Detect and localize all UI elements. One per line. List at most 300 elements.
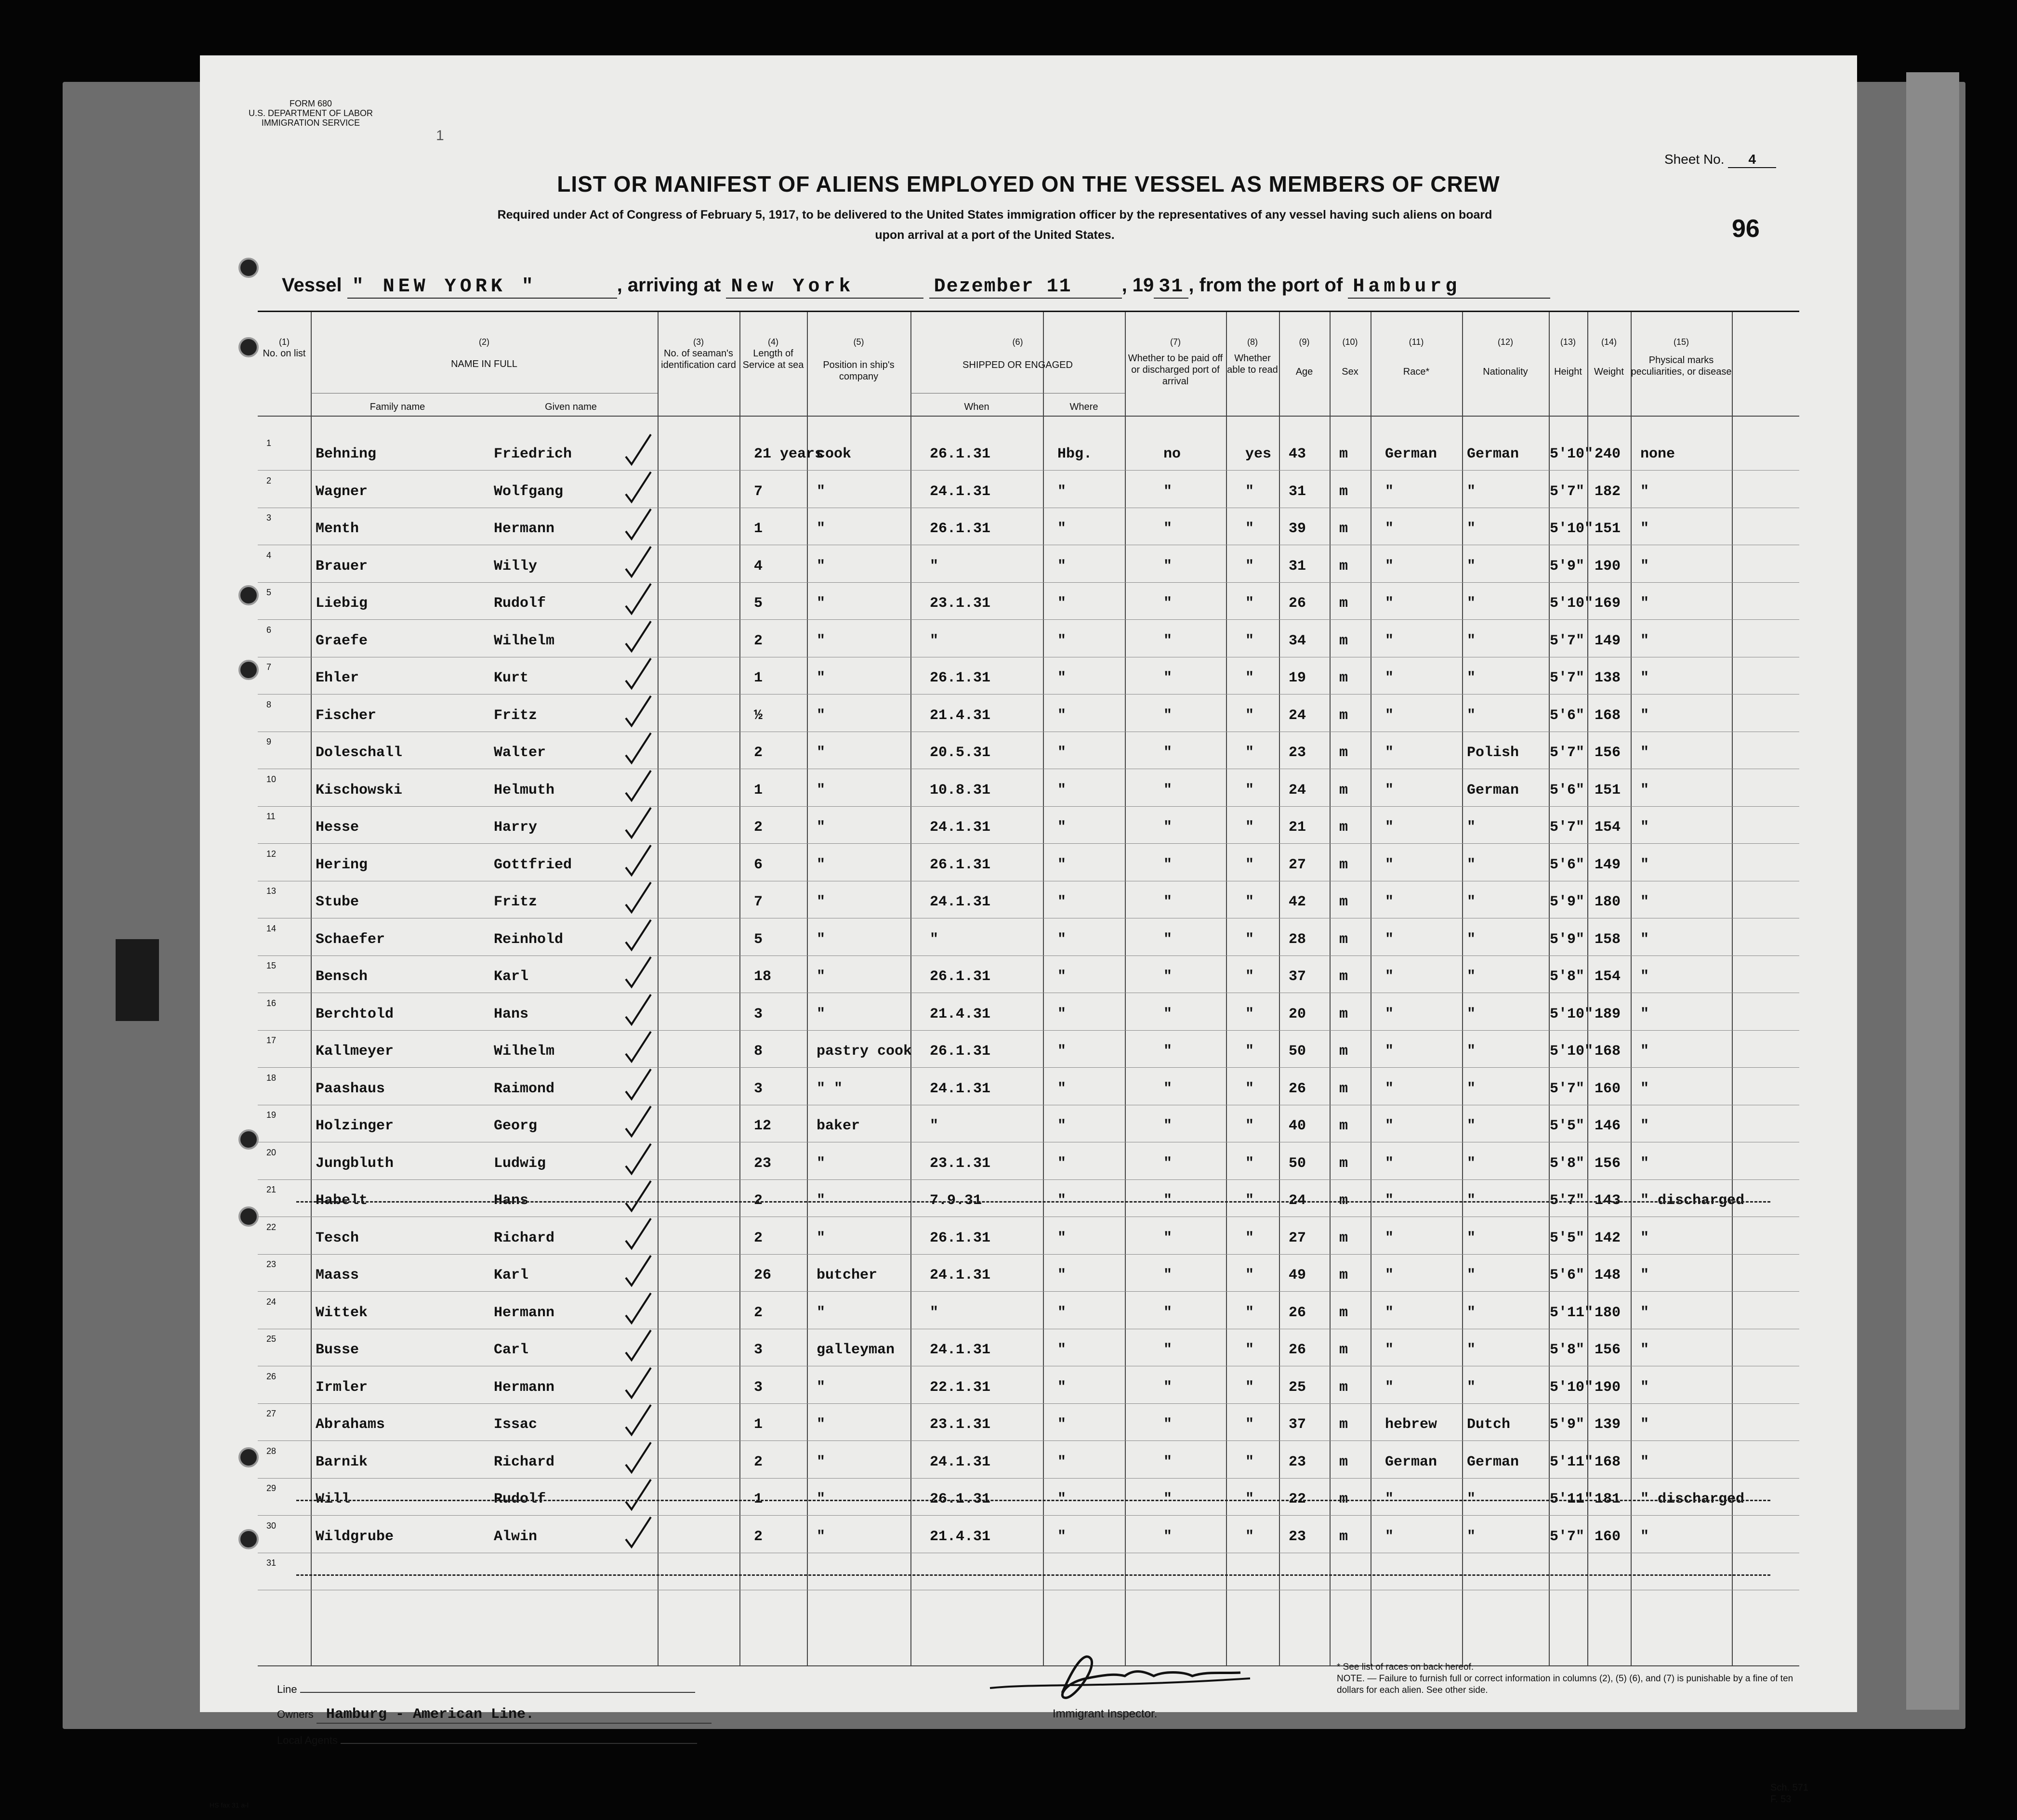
sex: m [1339, 1192, 1348, 1209]
col-head-7 [1125, 336, 1226, 387]
able-to-read: " [1245, 1155, 1254, 1172]
table-row [258, 806, 1799, 843]
sch-number: Sch. 571 [1770, 1782, 1808, 1793]
hs-mark: HS fax 31 a-l [210, 1801, 249, 1809]
paid-off: " [1163, 1080, 1173, 1097]
check-mark-icon [624, 955, 653, 989]
row-number: 14 [266, 923, 277, 933]
paid-off: " [1163, 521, 1173, 537]
col-head-4 [739, 336, 807, 371]
sheet-number [1664, 152, 1776, 168]
shipped-where: " [1057, 707, 1067, 724]
height: 5'8" [1550, 1155, 1585, 1172]
physical-marks: " [1640, 894, 1649, 910]
age: 37 [1289, 1416, 1306, 1433]
shipped-when: 10.8.31 [930, 782, 991, 799]
age: 50 [1289, 1043, 1306, 1060]
table-row [258, 769, 1799, 806]
check-mark-icon [624, 432, 653, 466]
age: 26 [1289, 1304, 1306, 1321]
service-length: 18 [754, 969, 772, 985]
sex: m [1339, 1379, 1348, 1396]
sex: m [1339, 1230, 1348, 1246]
shipped-where: " [1057, 595, 1067, 612]
family-name: Wittek [316, 1304, 368, 1321]
shipped-when: 26.1.31 [930, 1043, 991, 1060]
sex: m [1339, 670, 1348, 686]
able-to-read: " [1245, 1080, 1254, 1097]
given-name: Karl [494, 969, 529, 985]
col-number: (2) [479, 337, 489, 347]
port-of-departure: Hamburg [1348, 276, 1550, 299]
service-length: 5 [754, 595, 763, 612]
service-length: 2 [754, 1230, 763, 1246]
position: cook [817, 446, 852, 462]
table-row [258, 470, 1799, 508]
row-number: 24 [266, 1296, 277, 1307]
race: " [1385, 856, 1394, 873]
height: 5'10" [1550, 446, 1594, 462]
able-to-read: yes [1245, 446, 1272, 462]
paid-off: " [1163, 745, 1173, 761]
given-name: Rudolf [494, 595, 546, 612]
owners-label: Owners [277, 1708, 314, 1720]
inspector-label: Immigrant Inspector. [1053, 1707, 1158, 1720]
nationality: " [1467, 558, 1476, 575]
check-mark-icon [624, 507, 653, 541]
race: " [1385, 782, 1394, 799]
col-label: Height [1554, 367, 1582, 377]
family-name: Abrahams [316, 1416, 385, 1433]
stamped-number: 96 [1732, 215, 1760, 243]
race: " [1385, 483, 1394, 500]
race: " [1385, 894, 1394, 910]
family-name: Habelt [316, 1192, 368, 1209]
nationality: " [1467, 1230, 1476, 1246]
given-name: Willy [494, 558, 538, 575]
position: baker [817, 1118, 860, 1134]
service-length: 2 [754, 745, 763, 761]
position: " [817, 1155, 826, 1172]
age: 24 [1289, 782, 1306, 799]
position: " [817, 1192, 826, 1209]
col-label: Age [1295, 367, 1313, 377]
age: 50 [1289, 1155, 1306, 1172]
height: 5'8" [1550, 1342, 1585, 1358]
given-name: Georg [494, 1118, 538, 1134]
weight: 149 [1595, 632, 1621, 649]
position: " [817, 931, 826, 948]
paid-off: " [1163, 1528, 1173, 1545]
row-number: 28 [266, 1446, 277, 1456]
shipped-when: 26.1.31 [930, 969, 991, 985]
check-mark-icon [624, 1403, 653, 1437]
sex: m [1339, 931, 1348, 948]
table-row [258, 507, 1799, 545]
port-of-arrival: New York [726, 276, 923, 299]
age: 42 [1289, 894, 1306, 910]
family-name: Schaefer [316, 931, 385, 948]
height: 5'11" [1550, 1491, 1594, 1507]
height: 5'6" [1550, 1267, 1585, 1283]
table-row [258, 1217, 1799, 1254]
service-length: 1 [754, 521, 763, 537]
binder-hole [238, 585, 259, 605]
race: " [1385, 1379, 1394, 1396]
inspector-signature [980, 1650, 1269, 1702]
age: 19 [1289, 670, 1306, 686]
check-mark-icon [624, 694, 653, 728]
shipped-where: " [1057, 1080, 1067, 1097]
shipped-when: 26.1.31 [930, 521, 991, 537]
row-number: 25 [266, 1334, 277, 1344]
service-length: 2 [754, 1453, 763, 1470]
col-number: (15) [1673, 337, 1689, 347]
vessel-label: Vessel [282, 275, 342, 296]
given-name: Hans [494, 1006, 529, 1022]
age: 22 [1289, 1491, 1306, 1507]
weight: 149 [1595, 856, 1621, 873]
shipped-where: " [1057, 1192, 1067, 1209]
row-number: 7 [266, 662, 272, 672]
race: " [1385, 670, 1394, 686]
given-name: Alwin [494, 1528, 538, 1545]
paid-off: " [1163, 1192, 1173, 1209]
shipped-when: 24.1.31 [930, 819, 991, 836]
binder-hole [238, 1129, 259, 1150]
height: 5'6" [1550, 856, 1585, 873]
race: " [1385, 1192, 1394, 1209]
shipped-where: " [1057, 1304, 1067, 1321]
col-label: Position in ship's company [823, 360, 895, 382]
col-label: Length of Service at sea [742, 348, 804, 370]
table-row [258, 582, 1799, 619]
weight: 156 [1595, 1342, 1621, 1358]
family-name: Will [316, 1491, 351, 1507]
shipped-where: " [1057, 819, 1067, 836]
family-name: Bensch [316, 969, 368, 985]
physical-marks: " [1640, 1304, 1649, 1321]
race: German [1385, 1453, 1437, 1470]
col-head-3 [658, 336, 739, 371]
physical-marks: " [1640, 1528, 1649, 1545]
weight: 148 [1595, 1267, 1621, 1283]
position: " [817, 1528, 826, 1545]
position: galleyman [817, 1342, 895, 1358]
sex: m [1339, 782, 1348, 799]
form-number: FORM 680 [289, 99, 332, 108]
physical-marks: " [1640, 1043, 1649, 1060]
paid-off: " [1163, 1491, 1173, 1507]
row-number: 12 [266, 849, 277, 859]
height: 5'6" [1550, 782, 1585, 799]
page-title: LIST OR MANIFEST OF ALIENS EMPLOYED ON THE VESSEL AS MEMBERS OF CREW [557, 171, 1500, 196]
physical-marks: " [1640, 1080, 1649, 1097]
row-number: 4 [266, 550, 272, 560]
col-head-2 [311, 336, 658, 412]
shipped-when: 24.1.31 [930, 1453, 991, 1470]
age: 49 [1289, 1267, 1306, 1283]
paid-off: " [1163, 1006, 1173, 1022]
sex: m [1339, 483, 1348, 500]
age: 24 [1289, 707, 1306, 724]
service-length: 23 [754, 1155, 772, 1172]
binder-hole [238, 660, 259, 680]
row-number: 3 [266, 513, 272, 523]
family-name: Menth [316, 521, 359, 537]
position: " [817, 819, 826, 836]
row-number: 8 [266, 699, 272, 709]
shipped-where: " [1057, 632, 1067, 649]
col-label: Race* [1403, 367, 1430, 377]
race: " [1385, 707, 1394, 724]
page-subtitle [369, 205, 1621, 245]
position: butcher [817, 1267, 878, 1283]
race: " [1385, 1491, 1394, 1507]
line-value [300, 1692, 695, 1693]
nationality: German [1467, 446, 1519, 462]
physical-marks: " [1640, 670, 1649, 686]
row-number: 1 [266, 438, 272, 448]
sex: m [1339, 1416, 1348, 1433]
sheet-value: 4 [1728, 152, 1776, 168]
given-name: Friedrich [494, 446, 572, 462]
col-label: Physical marks peculiarities, or disease [1631, 355, 1732, 377]
check-mark-icon [624, 1217, 653, 1250]
table-row [258, 694, 1799, 732]
height: 5'9" [1550, 1416, 1585, 1433]
position: " [817, 670, 826, 686]
paid-off: no [1163, 446, 1181, 462]
height: 5'9" [1550, 894, 1585, 910]
given-name: Fritz [494, 707, 538, 724]
race: " [1385, 1267, 1394, 1283]
physical-marks: " [1640, 1416, 1649, 1433]
physical-marks: " [1640, 856, 1649, 873]
col-label: Sex [1342, 367, 1358, 377]
shipped-when: " [930, 1304, 939, 1321]
row-number: 27 [266, 1409, 277, 1418]
shipped-when: 21.4.31 [930, 707, 991, 724]
height: 5'7" [1550, 632, 1585, 649]
sex: m [1339, 1118, 1348, 1134]
race: hebrew [1385, 1416, 1437, 1433]
physical-marks: " [1640, 1342, 1649, 1358]
able-to-read: " [1245, 632, 1254, 649]
check-mark-icon [624, 806, 653, 839]
col-head-11 [1371, 336, 1462, 378]
paid-off: " [1163, 632, 1173, 649]
able-to-read: " [1245, 483, 1254, 500]
paid-off: " [1163, 707, 1173, 724]
height: 5'8" [1550, 969, 1585, 985]
check-mark-icon [624, 1366, 653, 1400]
race: " [1385, 819, 1394, 836]
family-name: Irmler [316, 1379, 368, 1396]
nationality: " [1467, 1080, 1476, 1097]
service-length: 26 [754, 1267, 772, 1283]
sex: m [1339, 595, 1348, 612]
col-head-14 [1587, 336, 1631, 378]
position: " [817, 558, 826, 575]
able-to-read: " [1245, 1192, 1254, 1209]
height: 5'10" [1550, 595, 1594, 612]
position: " [817, 483, 826, 500]
family-name: Kallmeyer [316, 1043, 394, 1060]
row-number: 15 [266, 961, 277, 970]
check-mark-icon [624, 1478, 653, 1511]
binder-hole [238, 258, 259, 278]
sex: m [1339, 707, 1348, 724]
age: 40 [1289, 1118, 1306, 1134]
family-name: Hering [316, 856, 368, 873]
table-row [258, 1104, 1799, 1142]
age: 24 [1289, 1192, 1306, 1209]
schedule-ref [1770, 1782, 1808, 1805]
family-name: Liebig [316, 595, 368, 612]
able-to-read: " [1245, 1491, 1254, 1507]
paid-off: " [1163, 1155, 1173, 1172]
table-row [258, 993, 1799, 1030]
row-number: 30 [266, 1520, 277, 1531]
agents-label: Local Agents [277, 1734, 338, 1746]
row-number: 20 [266, 1147, 277, 1157]
sex: m [1339, 446, 1348, 462]
race: German [1385, 446, 1437, 462]
given-name: Reinhold [494, 931, 564, 948]
nationality: German [1467, 1453, 1519, 1470]
sex: m [1339, 1491, 1348, 1507]
given-name: Fritz [494, 894, 538, 910]
shipped-where: " [1057, 670, 1067, 686]
age: 27 [1289, 1230, 1306, 1246]
shipped-when: 26.1.31 [930, 446, 991, 462]
able-to-read: " [1245, 1528, 1254, 1545]
nationality: " [1467, 1043, 1476, 1060]
row-number: 11 [266, 812, 276, 821]
race: " [1385, 931, 1394, 948]
pencil-mark: 1 [436, 128, 444, 144]
sex: m [1339, 1043, 1348, 1060]
table-row [258, 1552, 1799, 1590]
weight: 169 [1595, 595, 1621, 612]
subtitle-line-2: upon arrival at a port of the United States. [875, 228, 1115, 242]
family-name: Busse [316, 1342, 359, 1358]
check-mark-icon [624, 619, 653, 653]
given-name: Richard [494, 1230, 555, 1246]
position: " [817, 1006, 826, 1022]
physical-marks: none [1640, 446, 1675, 462]
position: " [817, 1379, 826, 1396]
table-row [258, 1142, 1799, 1179]
family-name: Berchtold [316, 1006, 394, 1022]
service-length: 7 [754, 483, 763, 500]
col-label: Whether able to read [1227, 353, 1278, 375]
shipped-where: " [1057, 969, 1067, 985]
given-name: Rudolf [494, 1491, 546, 1507]
service-length: 1 [754, 1416, 763, 1433]
able-to-read: " [1245, 1304, 1254, 1321]
shipped-where: " [1057, 1230, 1067, 1246]
shipped-when: 23.1.31 [930, 1416, 991, 1433]
shipped-when: 24.1.31 [930, 1080, 991, 1097]
weight: 181 [1595, 1491, 1621, 1507]
nationality: " [1467, 1491, 1476, 1507]
nationality: " [1467, 1155, 1476, 1172]
race: " [1385, 1342, 1394, 1358]
service-length: 6 [754, 856, 763, 873]
race: " [1385, 632, 1394, 649]
col-sub-given: Given name [484, 393, 658, 413]
row-number: 17 [266, 1035, 277, 1045]
col-number: (5) [853, 337, 864, 347]
height: 5'7" [1550, 1192, 1585, 1209]
shipped-when: 23.1.31 [930, 1155, 991, 1172]
age: 25 [1289, 1379, 1306, 1396]
service-length: 2 [754, 1192, 763, 1209]
form-header [238, 99, 383, 128]
sex: m [1339, 969, 1348, 985]
col-label: Whether to be paid off or discharged port of arrival [1128, 353, 1223, 387]
paid-off: " [1163, 931, 1173, 948]
service-name: IMMIGRATION SERVICE [261, 118, 360, 128]
weight: 168 [1595, 1043, 1621, 1060]
paid-off: " [1163, 1304, 1173, 1321]
col-number: (6) [1012, 337, 1023, 347]
row-number: 18 [266, 1073, 277, 1083]
able-to-read: " [1245, 931, 1254, 948]
able-to-read: " [1245, 782, 1254, 799]
age: 31 [1289, 558, 1306, 575]
row-number: 6 [266, 625, 272, 635]
physical-marks: " [1640, 1230, 1649, 1246]
manifest-page [200, 55, 1857, 1809]
family-name: Behning [316, 446, 377, 462]
shipped-when: 21.4.31 [930, 1006, 991, 1022]
service-length: 5 [754, 931, 763, 948]
col-head-13 [1549, 336, 1587, 378]
col-number: (3) [693, 337, 704, 347]
table-row [258, 918, 1799, 956]
col-head-8 [1226, 336, 1279, 376]
paid-off: " [1163, 595, 1173, 612]
check-mark-icon [624, 843, 653, 877]
shipped-when: 26.1.31 [930, 670, 991, 686]
physical-marks: " [1640, 595, 1649, 612]
table-row [258, 1478, 1799, 1515]
table-row [258, 619, 1799, 657]
able-to-read: " [1245, 745, 1254, 761]
sex: m [1339, 1006, 1348, 1022]
row-number: 9 [266, 737, 272, 746]
age: 43 [1289, 446, 1306, 462]
nationality: " [1467, 931, 1476, 948]
table-row [258, 1328, 1799, 1366]
nationality: " [1467, 894, 1476, 910]
physical-marks: " [1640, 1118, 1649, 1134]
row-number: 26 [266, 1371, 277, 1381]
able-to-read: " [1245, 595, 1254, 612]
check-mark-icon [624, 582, 653, 615]
height: 5'7" [1550, 745, 1585, 761]
race: " [1385, 1528, 1394, 1545]
paid-off: " [1163, 1416, 1173, 1433]
col-label: No. of seaman's identification card [661, 348, 736, 370]
row-number: 16 [266, 998, 277, 1008]
race: " [1385, 1043, 1394, 1060]
footer-note [1337, 1662, 1819, 1696]
col-number: (14) [1601, 337, 1617, 347]
